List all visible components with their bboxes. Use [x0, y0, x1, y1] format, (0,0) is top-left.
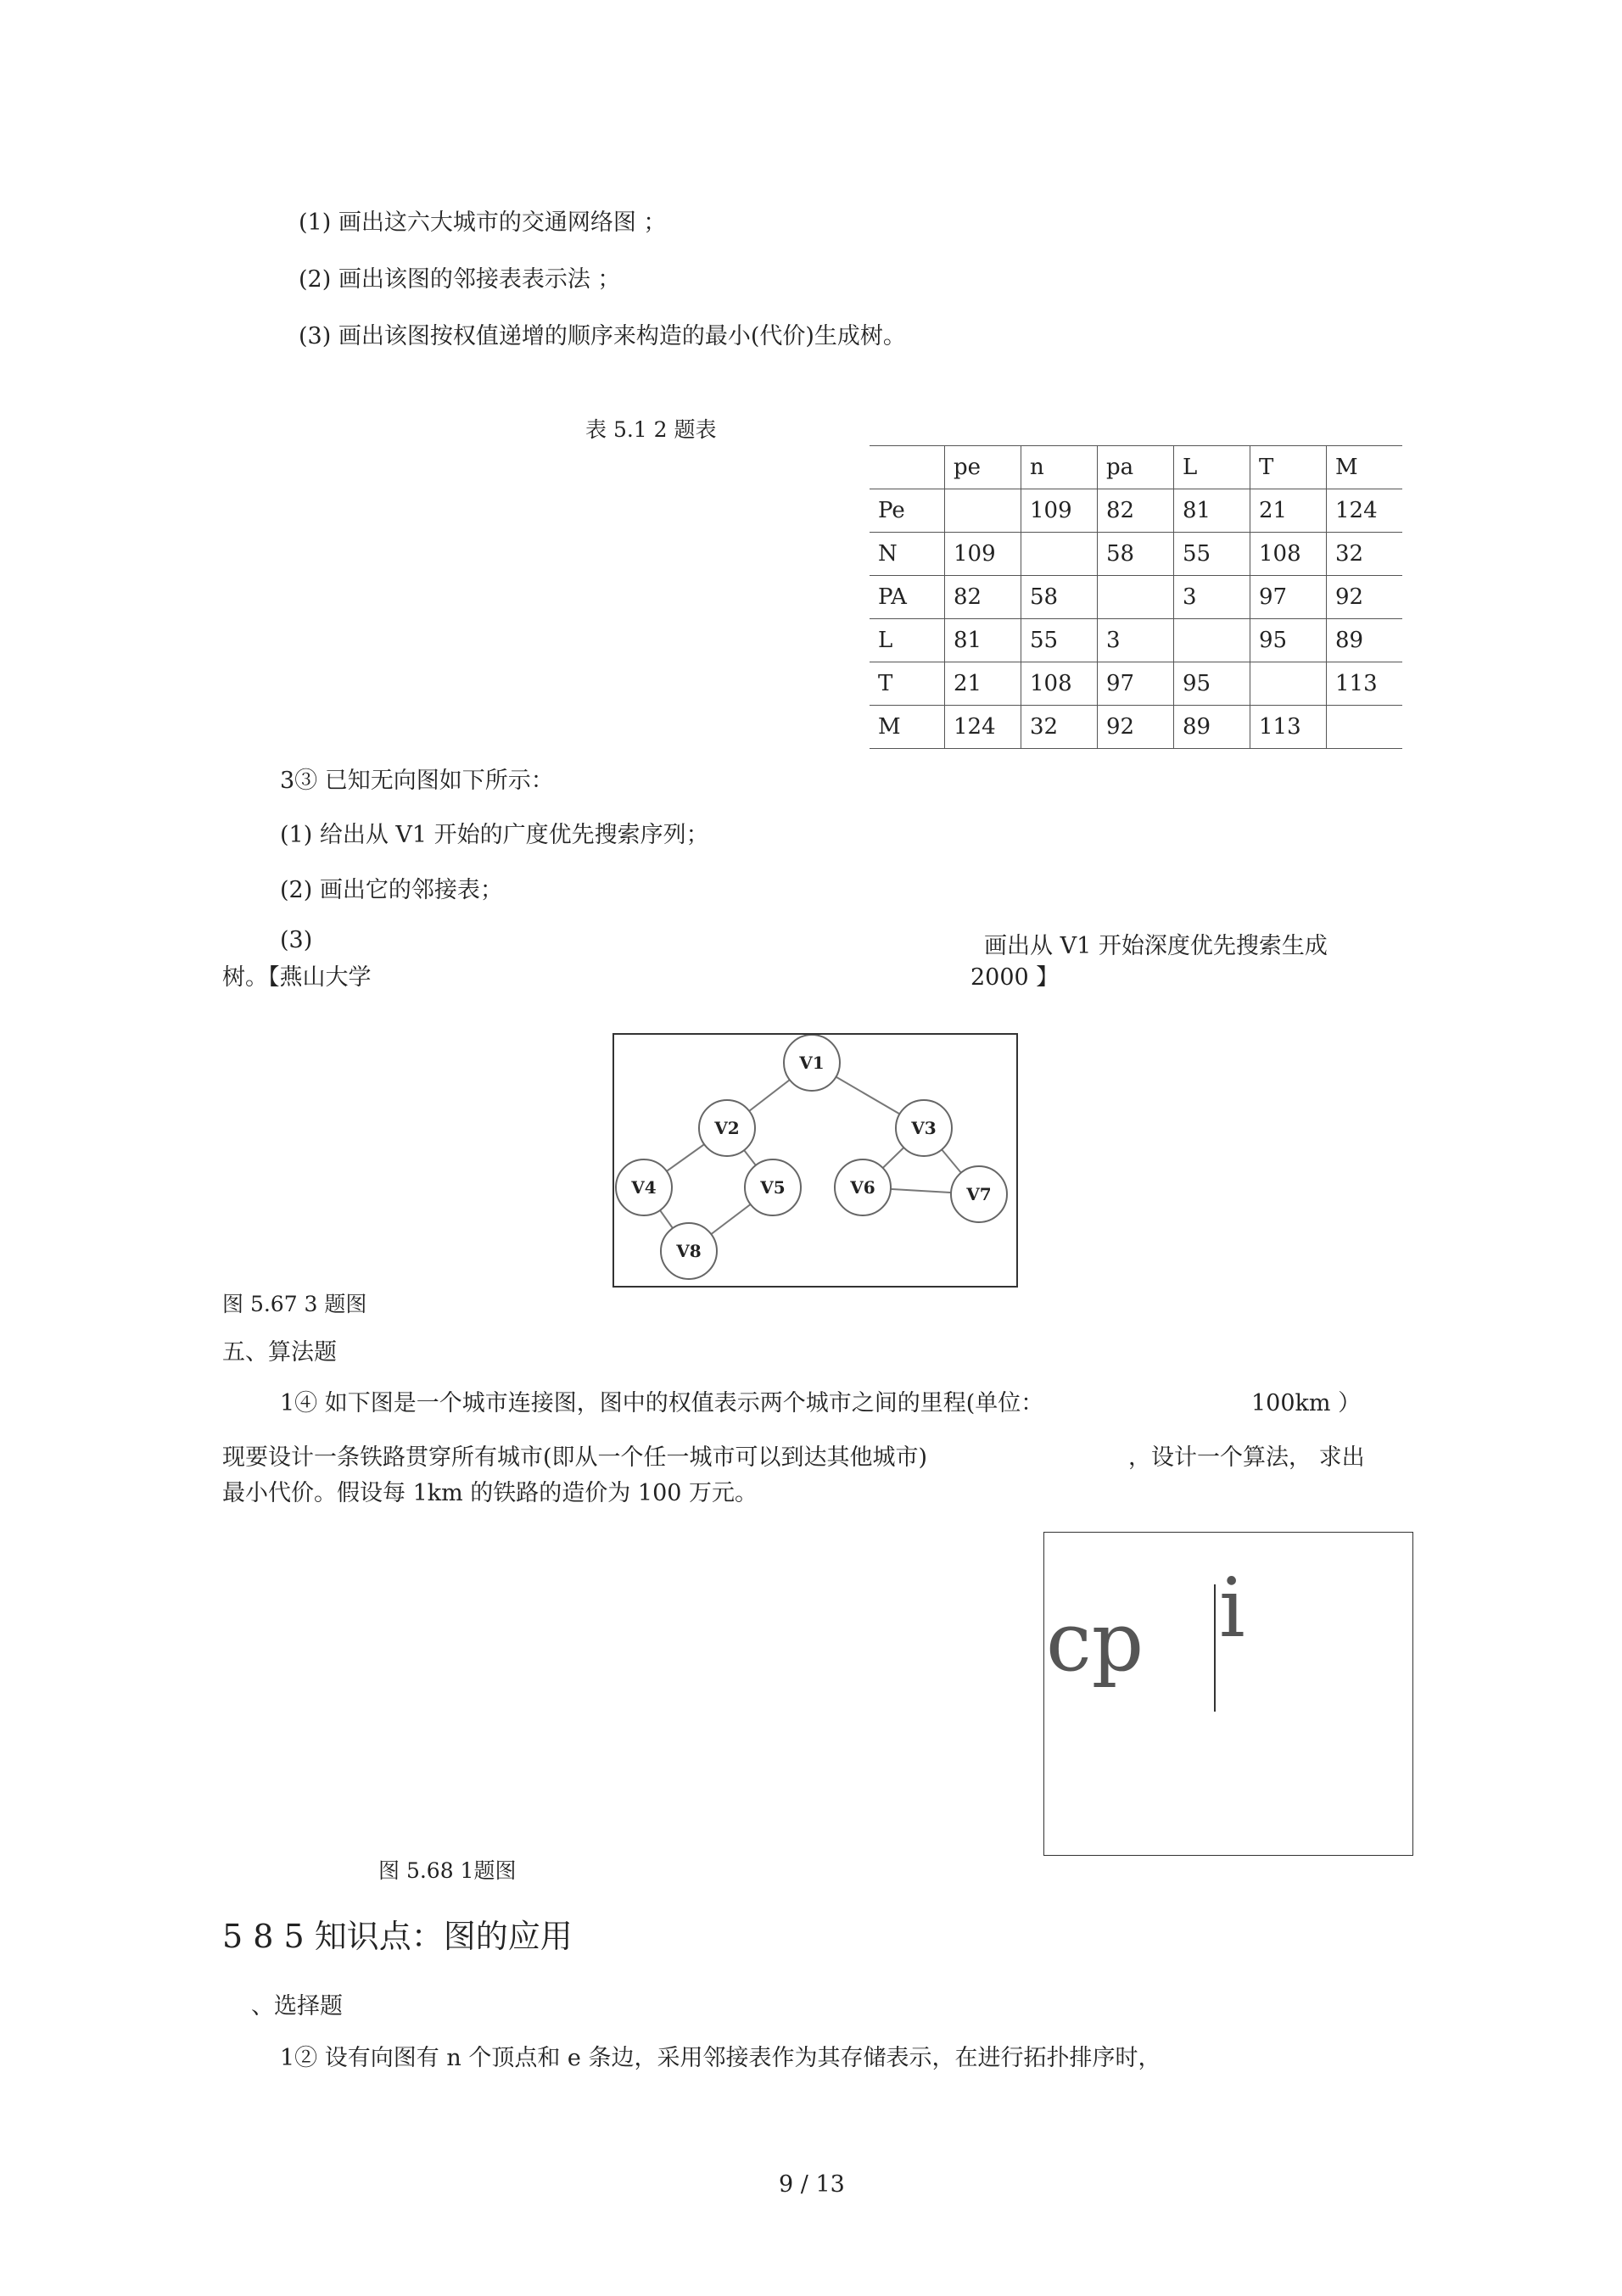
- q3-item-3-source: 树。【燕山大学: [222, 964, 372, 991]
- graph-node-v8: [661, 1223, 717, 1279]
- table-cell: [1174, 619, 1250, 662]
- table-cell: 21: [945, 662, 1021, 706]
- table-caption: 表 5.1 2 题表: [585, 417, 717, 442]
- algo-line-3: 最小代价。假设每 1km 的铁路的造价为 100 万元。: [222, 1480, 758, 1506]
- graph-node-v1: [784, 1035, 840, 1091]
- choice-section-title: 、选择题: [251, 1993, 343, 2019]
- table-cell: 92: [1327, 576, 1403, 619]
- page-number: 9 / 13: [779, 2171, 845, 2198]
- subquestion-1: (1) 画出这六大城市的交通网络图 ；: [299, 209, 667, 236]
- table-row: [870, 576, 1402, 619]
- figure-5-68-cp-text: cp: [1046, 1595, 1144, 1690]
- table-cell: 95: [1174, 662, 1250, 706]
- table-cell: 3: [1174, 576, 1250, 619]
- table-row-label: L: [870, 619, 945, 662]
- table-cell: 58: [1098, 533, 1174, 576]
- table-cell: 124: [1327, 489, 1403, 533]
- table-header-cell: [870, 446, 945, 489]
- graph-node-v6: [835, 1159, 891, 1215]
- table-cell: 21: [1250, 489, 1327, 533]
- table-header-cell: pe: [945, 446, 1021, 489]
- table-cell: 55: [1174, 533, 1250, 576]
- table-cell: 58: [1021, 576, 1098, 619]
- graph-node-label: V4: [631, 1177, 657, 1198]
- graph-node-v4: [616, 1159, 672, 1215]
- table-cell: 3: [1098, 619, 1174, 662]
- table-header-cell: T: [1250, 446, 1327, 489]
- figure-5-67-caption: 图 5.67 3 题图: [222, 1292, 367, 1316]
- section-5-8-5-title: 5 8 5 知识点：图的应用: [222, 1918, 573, 1955]
- graph-node-label: V6: [850, 1177, 875, 1198]
- table-cell: [945, 489, 1021, 533]
- table-cell: 81: [945, 619, 1021, 662]
- table-header-row: [870, 446, 1402, 489]
- subquestion-2: (2) 画出该图的邻接表表示法 ；: [299, 266, 621, 293]
- table-cell: [1327, 706, 1403, 749]
- table-cell: [1021, 533, 1098, 576]
- table-cell: [1098, 576, 1174, 619]
- text-cursor: [1214, 1584, 1216, 1712]
- algo-line-2-tail: ，设计一个算法， 求出: [1128, 1444, 1365, 1471]
- table-cell: 95: [1250, 619, 1327, 662]
- graph-node-label: V8: [676, 1241, 702, 1261]
- graph-node-v7: [951, 1166, 1007, 1222]
- table-cell: 113: [1327, 662, 1403, 706]
- table-cell: 81: [1174, 489, 1250, 533]
- table-header-cell: M: [1327, 446, 1403, 489]
- table-row: [870, 533, 1402, 576]
- choice-question-1: 1② 设有向图有 n 个顶点和 e 条边，采用邻接表作为其存储表示，在进行拓扑排序时，: [280, 2045, 1161, 2071]
- graph-node-label: V5: [760, 1177, 786, 1198]
- q3-item-3-text: 画出从 V1 开始深度优先搜索生成: [984, 933, 1328, 959]
- algo-line-1-unit: 100km ）: [1251, 1390, 1362, 1416]
- distance-table: [870, 445, 1402, 749]
- table-cell: 92: [1098, 706, 1174, 749]
- table-row-label: Pe: [870, 489, 945, 533]
- table-cell: 97: [1098, 662, 1174, 706]
- q3-item-3-number: (3): [280, 927, 313, 953]
- graph-node-label: V7: [966, 1184, 992, 1204]
- table-cell: 89: [1174, 706, 1250, 749]
- table-cell: 55: [1021, 619, 1098, 662]
- algo-line-2: 现要设计一条铁路贯穿所有城市(即从一个任一城市可以到达其他城市): [222, 1444, 928, 1471]
- figure-5-67-graph: [612, 1033, 1018, 1288]
- table-cell: 109: [945, 533, 1021, 576]
- table-cell: 108: [1250, 533, 1327, 576]
- table-row-label: N: [870, 533, 945, 576]
- table-cell: 32: [1021, 706, 1098, 749]
- table-cell: 108: [1021, 662, 1098, 706]
- figure-5-68-i-text: i: [1219, 1561, 1245, 1656]
- table-cell: 124: [945, 706, 1021, 749]
- subquestion-3: (3) 画出该图按权值递增的顺序来构造的最小(代价)生成树。: [299, 323, 906, 349]
- table-cell: 89: [1327, 619, 1403, 662]
- graph-node-label: V1: [799, 1053, 825, 1073]
- section-algorithm-title: 五、算法题: [222, 1339, 337, 1366]
- table-cell: 82: [945, 576, 1021, 619]
- table-row: [870, 662, 1402, 706]
- table-row-label: M: [870, 706, 945, 749]
- table-row-label: PA: [870, 576, 945, 619]
- graph-node-label: V3: [911, 1118, 937, 1138]
- table-cell: 109: [1021, 489, 1098, 533]
- algo-line-1: 1④ 如下图是一个城市连接图，图中的权值表示两个城市之间的里程(单位：: [280, 1390, 1044, 1416]
- graph-node-label: V2: [714, 1118, 740, 1138]
- table-header-cell: n: [1021, 446, 1098, 489]
- table-header-cell: pa: [1098, 446, 1174, 489]
- table-cell: 97: [1250, 576, 1327, 619]
- table-cell: 82: [1098, 489, 1174, 533]
- graph-node-v3: [896, 1100, 952, 1156]
- table-row: [870, 619, 1402, 662]
- graph-node-v5: [745, 1159, 801, 1215]
- graph-node-v2: [699, 1100, 755, 1156]
- q3-head: 3③ 已知无向图如下所示：: [280, 768, 554, 794]
- table-cell: [1250, 662, 1327, 706]
- q3-item-1: (1) 给出从 V1 开始的广度优先搜索序列；: [280, 822, 709, 848]
- table-cell: 32: [1327, 533, 1403, 576]
- table-row-label: T: [870, 662, 945, 706]
- table-header-cell: L: [1174, 446, 1250, 489]
- table-row: [870, 706, 1402, 749]
- table-cell: 113: [1250, 706, 1327, 749]
- q3-item-2: (2) 画出它的邻接表；: [280, 877, 503, 903]
- table-row: [870, 489, 1402, 533]
- figure-5-68-caption: 图 5.68 1题图: [378, 1858, 517, 1883]
- q3-item-3-year: 2000 】: [970, 964, 1060, 991]
